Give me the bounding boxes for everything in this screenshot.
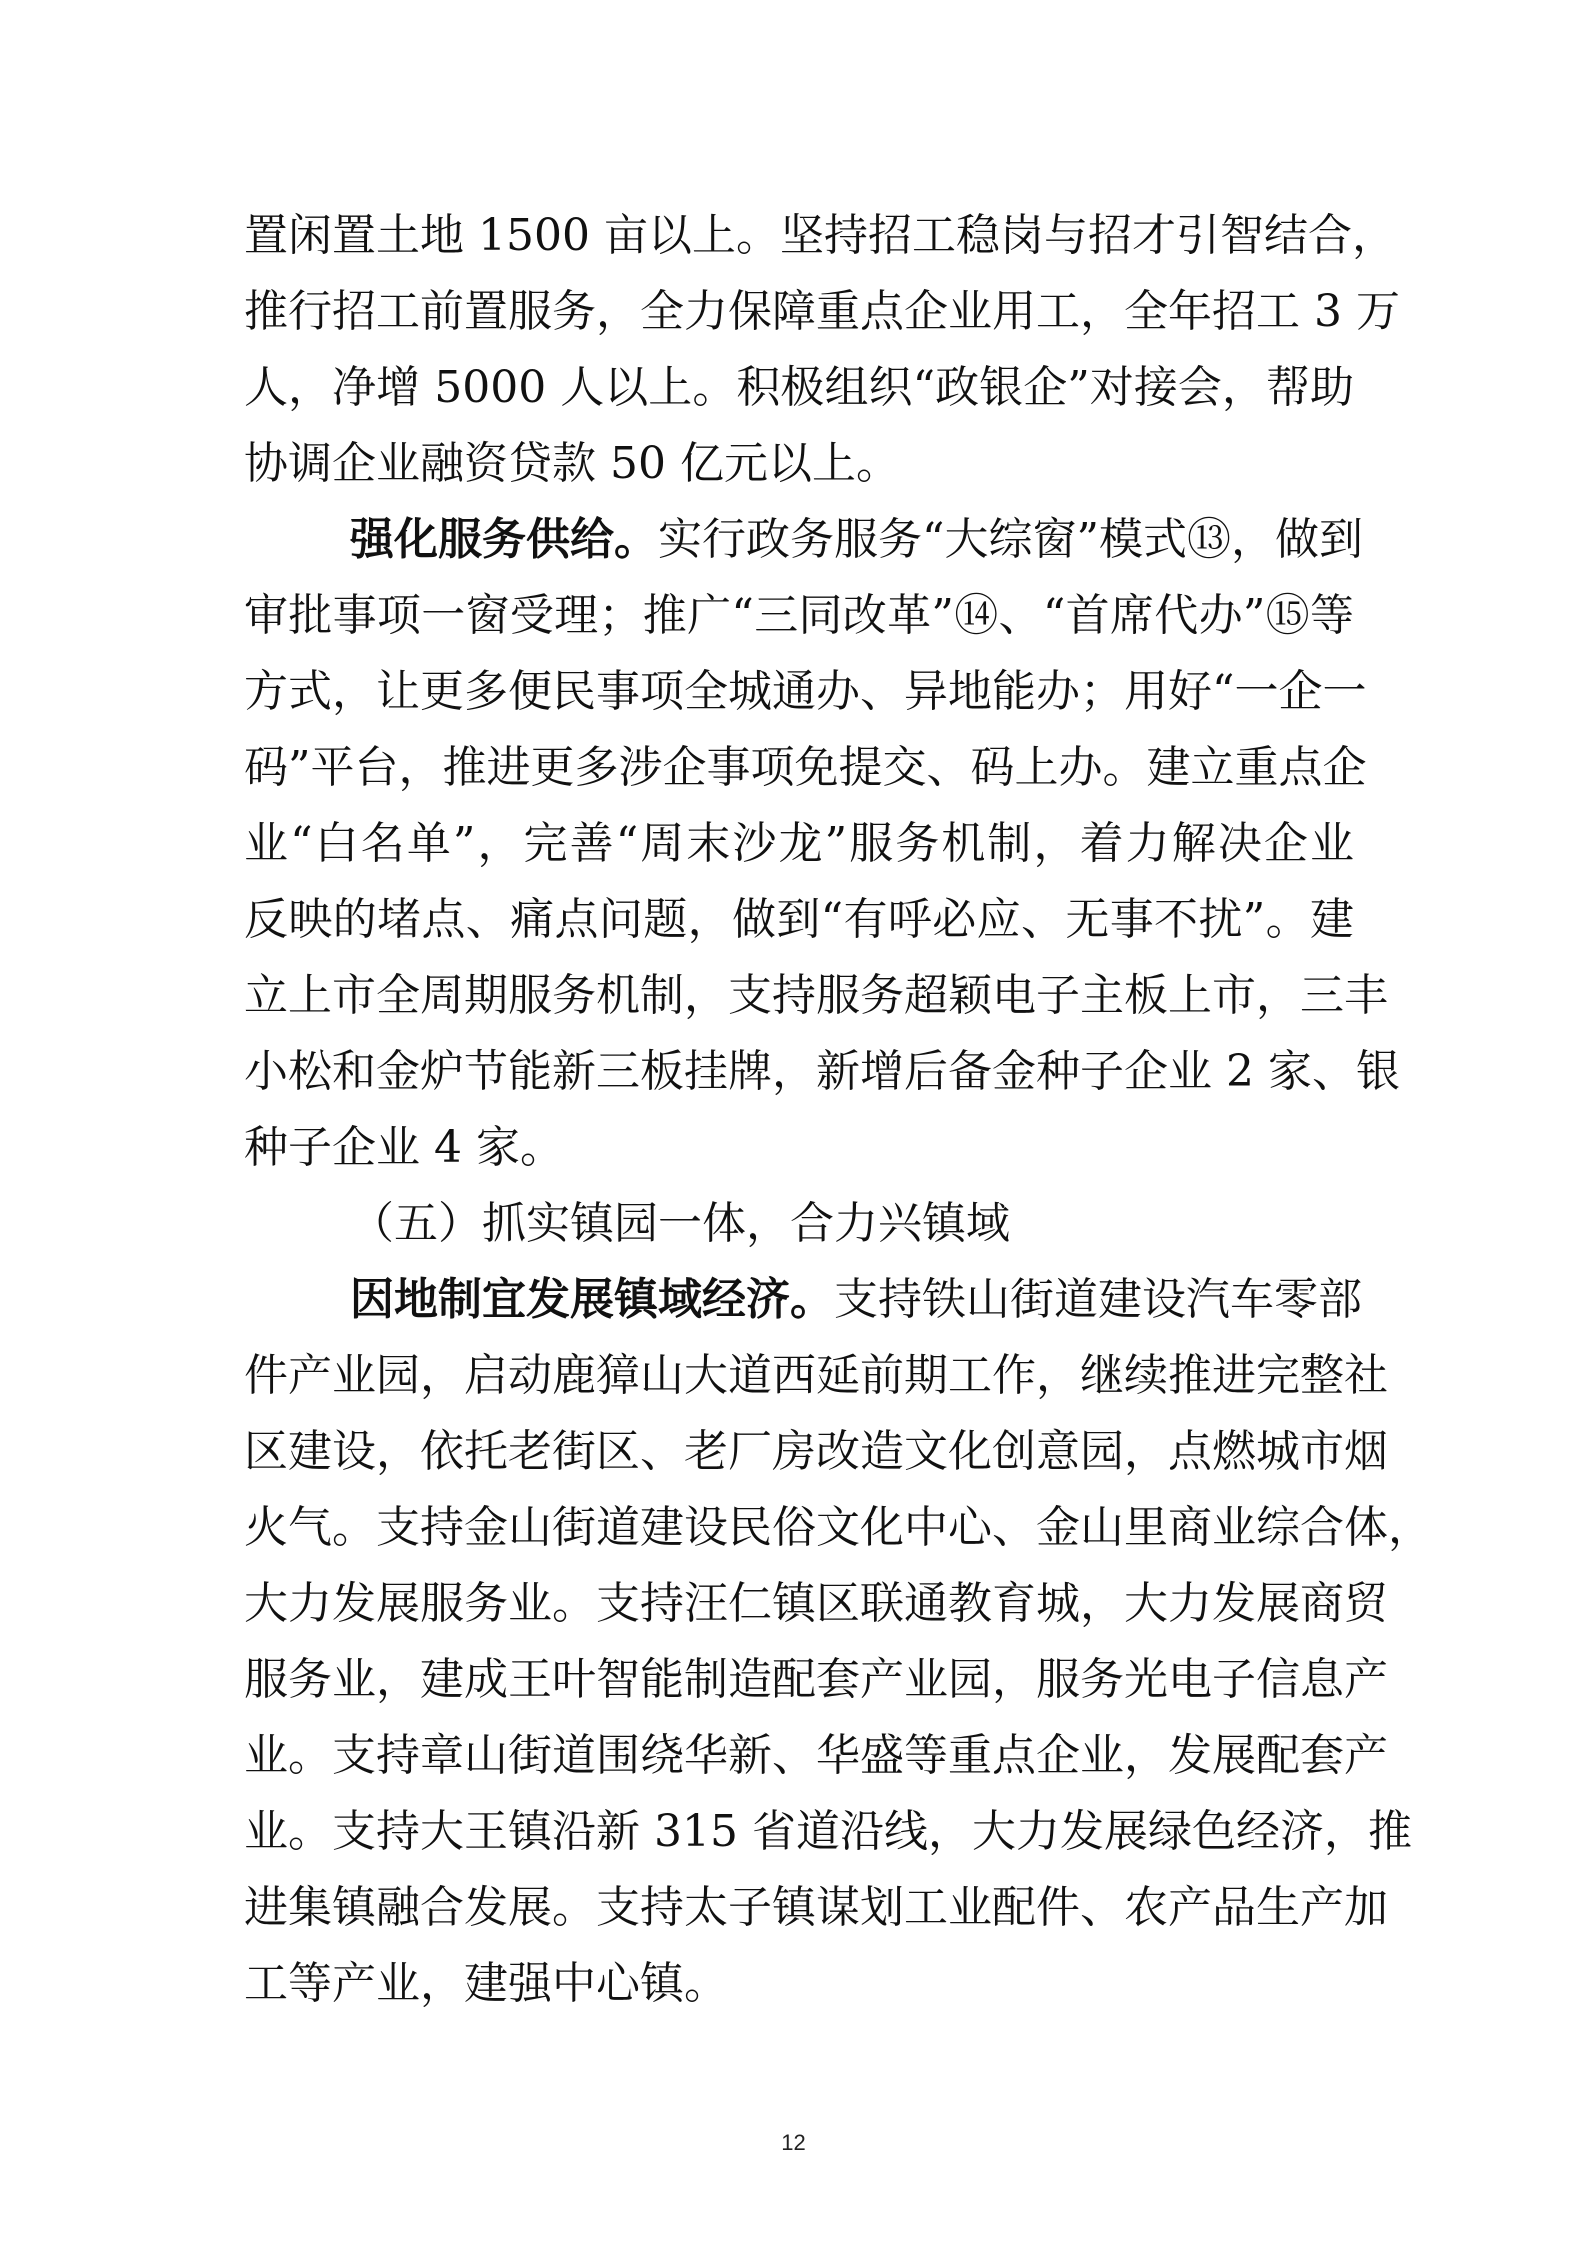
paragraph-line: 小松和金炉节能新三板挂牌，新增后备金种子企业 2 家、银 xyxy=(244,1046,1400,1097)
paragraph-line: 工等产业，建强中心镇。 xyxy=(244,1958,728,2009)
paragraph-line: 业。支持章山街道围绕华新、华盛等重点企业，发展配套产 xyxy=(244,1730,1388,1781)
paragraph-line: 立上市全周期服务机制，支持服务超颖电子主板上市，三丰 xyxy=(244,970,1388,1021)
paragraph-line: 人，净增 5000 人以上。积极组织“政银企”对接会，帮助 xyxy=(244,362,1354,413)
paragraph-line: 大力发展服务业。支持汪仁镇区联通教育城，大力发展商贸 xyxy=(244,1578,1388,1629)
paragraph-line: 反映的堵点、痛点问题，做到“有呼必应、无事不扰”。建 xyxy=(244,894,1354,945)
paragraph-line: 件产业园，启动鹿獐山大道西延前期工作，继续推进完整社 xyxy=(244,1350,1388,1401)
page-number: 12 xyxy=(781,2130,806,2155)
paragraph-heading: 强化服务供给。 xyxy=(350,514,658,565)
paragraph-first-line xyxy=(350,1262,1362,1338)
paragraph-line: 种子企业 4 家。 xyxy=(244,1122,564,1173)
paragraph-line: 审批事项一窗受理；推广“三同改革”⑭、“首席代办”⑮等 xyxy=(244,590,1354,641)
paragraph-first-line xyxy=(350,502,1363,578)
paragraph-line: 业。支持大王镇沿新 315 省道沿线，大力发展绿色经济，推 xyxy=(244,1806,1412,1857)
paragraph-line: 进集镇融合发展。支持太子镇谋划工业配件、农产品生产加 xyxy=(244,1882,1388,1933)
paragraph-line: 推行招工前置服务，全力保障重点企业用工，全年招工 3 万 xyxy=(244,286,1400,337)
paragraph-text: 支持铁山街道建设汽车零部 xyxy=(834,1274,1362,1325)
paragraph-line: 方式，让更多便民事项全城通办、异地能办；用好“一企一 xyxy=(244,666,1367,717)
section-heading: （五）抓实镇园一体，合力兴镇域 xyxy=(350,1198,1010,1249)
paragraph-line: 置闲置土地 1500 亩以上。坚持招工稳岗与招才引智结合， xyxy=(244,210,1396,261)
paragraph-heading: 因地制宜发展镇域经济。 xyxy=(350,1274,834,1325)
paragraph-text: 实行政务服务“大综窗”模式⑬，做到 xyxy=(658,514,1363,565)
paragraph-line: 区建设，依托老街区、老厂房改造文化创意园，点燃城市烟 xyxy=(244,1426,1388,1477)
paragraph-line: 协调企业融资贷款 50 亿元以上。 xyxy=(244,438,900,489)
paragraph-line: 火气。支持金山街道建设民俗文化中心、金山里商业综合体， xyxy=(244,1502,1432,1553)
paragraph-line: 服务业，建成王叶智能制造配套产业园，服务光电子信息产 xyxy=(244,1654,1388,1705)
paragraph-line: 码”平台，推进更多涉企事项免提交、码上办。建立重点企 xyxy=(244,742,1367,793)
paragraph-line: 业“白名单”，完善“周末沙龙”服务机制，着力解决企业 xyxy=(244,818,1354,869)
